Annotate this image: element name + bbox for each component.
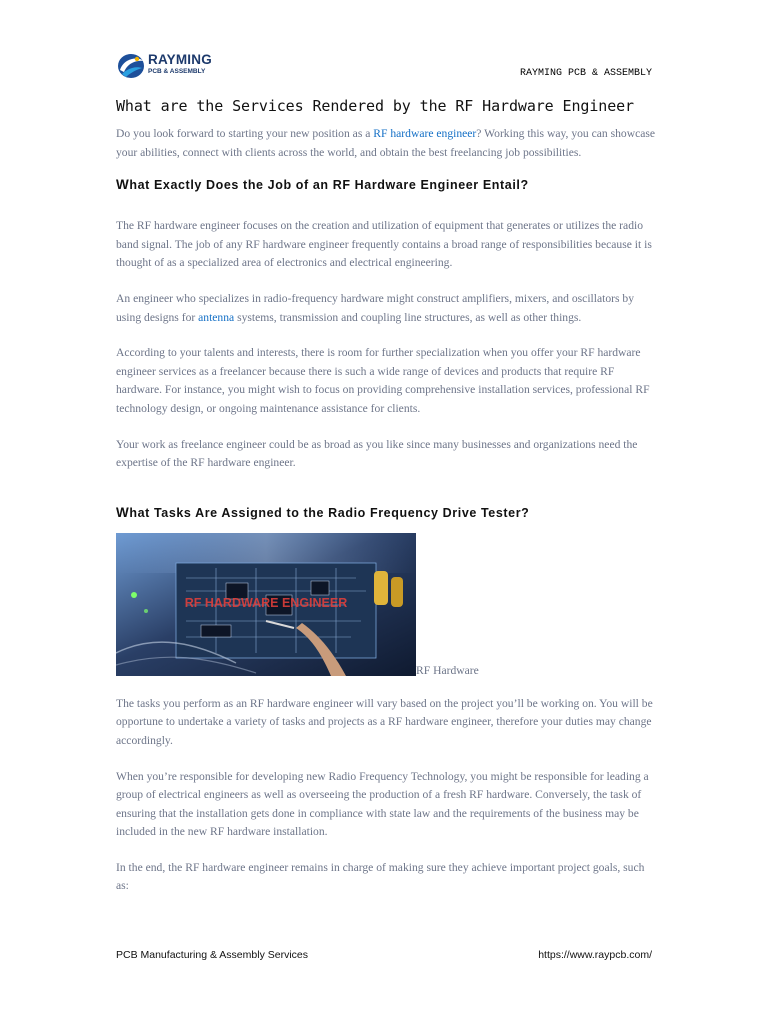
page-footer bbox=[116, 949, 652, 965]
section1-paragraph-4: Your work as freelance engineer could be as broad as you like since many businesses and organizations need the expertise of the RF hardware engineer. bbox=[116, 437, 638, 470]
header-company-name: RAYMING PCB & ASSEMBLY bbox=[519, 68, 652, 79]
intro-text-after: ? Working this way, you can showcase your abilities, connect with clients across the world, and obtain the best freelancing job possibilities. bbox=[116, 127, 656, 159]
article-figure bbox=[116, 533, 656, 689]
logo-name: RAYMING bbox=[148, 52, 212, 67]
section1-p2-after: systems, transmission and coupling line structures, as well as other things. bbox=[234, 310, 582, 324]
rf-hardware-engineer-link[interactable]: RF hardware engineer bbox=[373, 127, 477, 140]
section2-paragraph-3: In the end, the RF hardware engineer remains in charge of making sure they achieve important project goals, such as: bbox=[116, 860, 645, 893]
intro-paragraph bbox=[116, 125, 656, 162]
logo-tagline: PCB & ASSEMBLY bbox=[148, 68, 206, 75]
article-content bbox=[116, 96, 656, 896]
section-heading-job-text: What Exactly Does the Job of an RF Hardware Engineer Entail? bbox=[116, 177, 529, 193]
circuit-board-image bbox=[116, 533, 416, 676]
section2-paragraph-1: The tasks you perform as an RF hardware engineer will vary based on the project you’ll be working on. You will be opportune to undertake a variety of tasks and projects as a RF hardware engineer, therefore your duties may change accordingly. bbox=[116, 696, 653, 747]
footer-services-text: PCB Manufacturing & Assembly Services bbox=[116, 949, 308, 961]
page-header bbox=[116, 50, 652, 84]
image-overlay-text: RF HARDWARE ENGINEER bbox=[184, 595, 348, 610]
rf-hardware-photo bbox=[116, 533, 416, 676]
section-heading-tasks-text: What Tasks Are Assigned to the Radio Frequency Drive Tester? bbox=[116, 504, 530, 520]
section-heading-job bbox=[116, 177, 656, 199]
footer-url: https://www.raypcb.com/ bbox=[538, 949, 652, 961]
section1-paragraph-3: According to your talents and interests, there is room for further specialization when you offer your RF hardware engineer services as a freelancer because there is such a wide range of devices and products that require RF hardware. For instance, you might wish to focus on providing comprehensive installation services, professional RF technology design, or ongoing maintenance assistance for clients. bbox=[116, 346, 650, 415]
section1-paragraph-2 bbox=[116, 290, 656, 327]
section1-paragraph-1: The RF hardware engineer focuses on the creation and utilization of equipment that generates or utilizes the radio band signal. The job of any RF hardware engineer frequently contains a broad range of responsibilities because it is thought of as a specialized area of electronics and electrical engineering. bbox=[116, 219, 652, 270]
page-title: What are the Services Rendered by the RF Hardware Engineer bbox=[116, 97, 634, 115]
swirl-logo-icon bbox=[116, 52, 146, 80]
section1-p2-before: An engineer who specializes in radio-frequency hardware might construct amplifiers, mixers, and oscillators by using designs for bbox=[116, 291, 635, 324]
intro-text-before: Do you look forward to starting your new position as a bbox=[116, 127, 374, 140]
company-logo bbox=[116, 50, 226, 82]
image-caption: RF Hardware bbox=[416, 663, 479, 677]
section2-paragraph-2: When you’re responsible for developing new Radio Frequency Technology, you might be responsible for leading a group of electrical engineers as well as overseeing the production of a fresh RF hardware. Conversely, the task of ensuring that the installation gets done in compliance with state law and the requirements of the business may be included in the new RF hardware installation. bbox=[116, 769, 649, 839]
section-heading-tasks bbox=[116, 505, 656, 527]
antenna-link[interactable]: antenna bbox=[198, 310, 235, 324]
